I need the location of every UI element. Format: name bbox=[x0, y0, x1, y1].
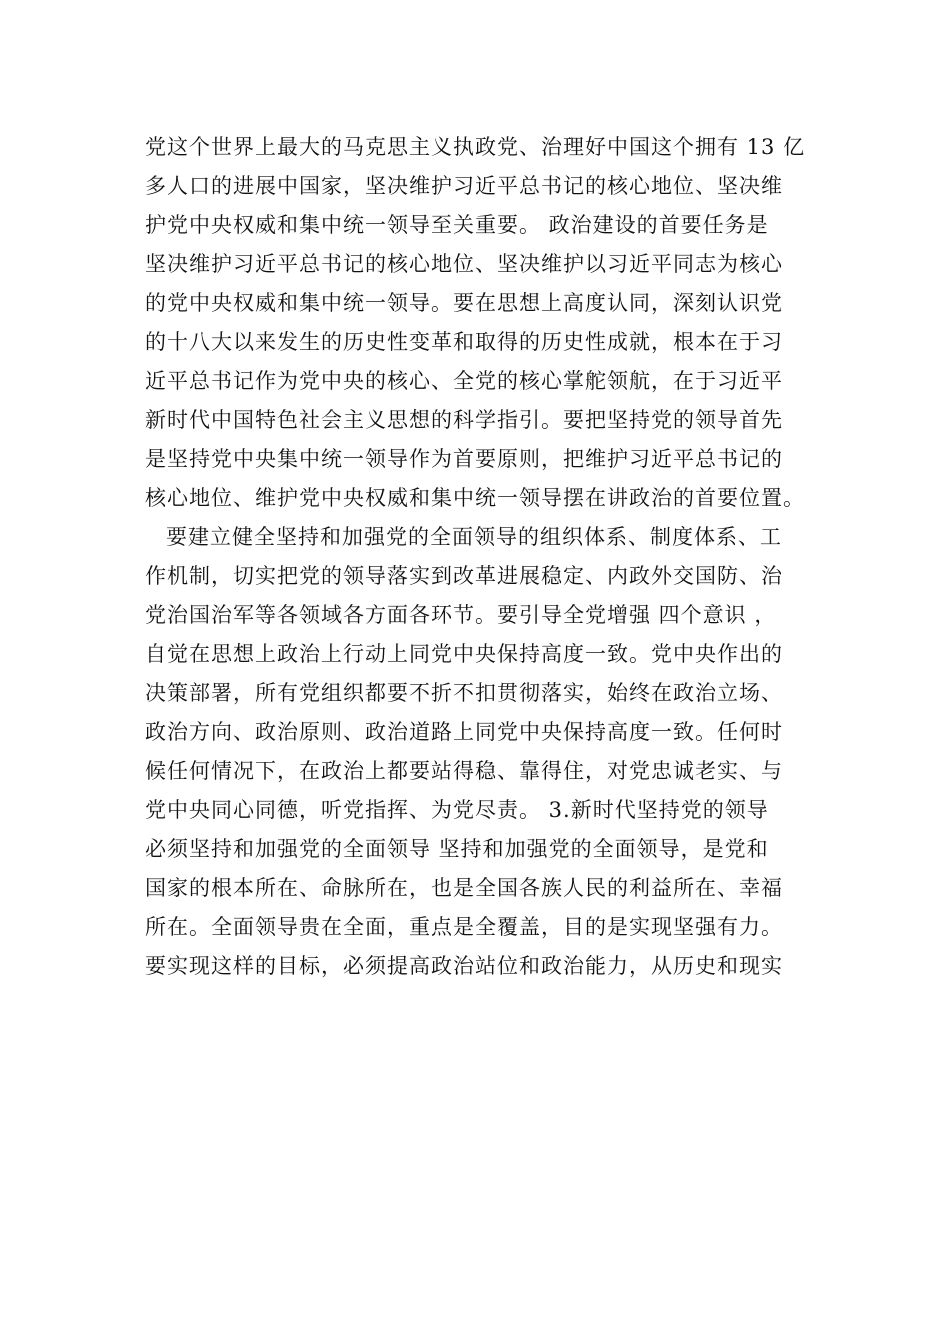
text-line: 党中央同心同德，听党指挥、为党尽责。 3.新时代坚持党的领导 bbox=[145, 798, 769, 822]
text-line: 候任何情况下，在政治上都要站得稳、靠得住，对党忠诚老实、与 bbox=[145, 759, 783, 783]
text-line: 坚决维护习近平总书记的核心地位、坚决维护以习近平同志为核心 bbox=[145, 252, 783, 276]
text-line: 的党中央权威和集中统一领导。要在思想上高度认同，深刻认识党 bbox=[145, 291, 783, 315]
text-line: 作机制，切实把党的领导落实到改革进展稳定、内政外交国防、治 bbox=[145, 564, 783, 588]
text-line: 要实现这样的目标，必须提高政治站位和政治能力，从历史和现实 bbox=[145, 954, 783, 978]
text-line: 决策部署，所有党组织都要不折不扣贯彻落实，始终在政治立场、 bbox=[145, 681, 783, 705]
text-line: 的十八大以来发生的历史性变革和取得的历史性成就，根本在于习 bbox=[145, 330, 783, 354]
text-line: 自觉在思想上政治上行动上同党中央保持高度一致。党中央作出的 bbox=[145, 642, 783, 666]
paragraph-start-line: 要建立健全坚持和加强党的全面领导的组织体系、制度体系、工 bbox=[166, 525, 782, 549]
text-line: 党治国治军等各领域各方面各环节。要引导全党增强 四个意识 ， bbox=[145, 603, 777, 627]
body-text bbox=[145, 128, 825, 986]
text-line: 核心地位、维护党中央权威和集中统一领导摆在讲政治的首要位置。 bbox=[145, 486, 805, 510]
text-line: 所在。全面领导贵在全面，重点是全覆盖，目的是实现坚强有力。 bbox=[145, 915, 783, 939]
text-line: 多人口的进展中国家，坚决维护习近平总书记的核心地位、坚决维 bbox=[145, 174, 783, 198]
text-line: 党这个世界上最大的马克思主义执政党、治理好中国这个拥有 13 亿 bbox=[145, 135, 806, 159]
text-line: 必须坚持和加强党的全面领导 坚持和加强党的全面领导，是党和 bbox=[145, 837, 769, 861]
text-line: 是坚持党中央集中统一领导作为首要原则，把维护习近平总书记的 bbox=[145, 447, 783, 471]
text-line: 国家的根本所在、命脉所在，也是全国各族人民的利益所在、幸福 bbox=[145, 876, 783, 900]
text-line: 新时代中国特色社会主义思想的科学指引。要把坚持党的领导首先 bbox=[145, 408, 783, 432]
text-line: 政治方向、政治原则、政治道路上同党中央保持高度一致。任何时 bbox=[145, 720, 783, 744]
text-line: 护党中央权威和集中统一领导至关重要。 政治建设的首要任务是 bbox=[145, 213, 769, 237]
text-line: 近平总书记作为党中央的核心、全党的核心掌舵领航，在于习近平 bbox=[145, 369, 783, 393]
